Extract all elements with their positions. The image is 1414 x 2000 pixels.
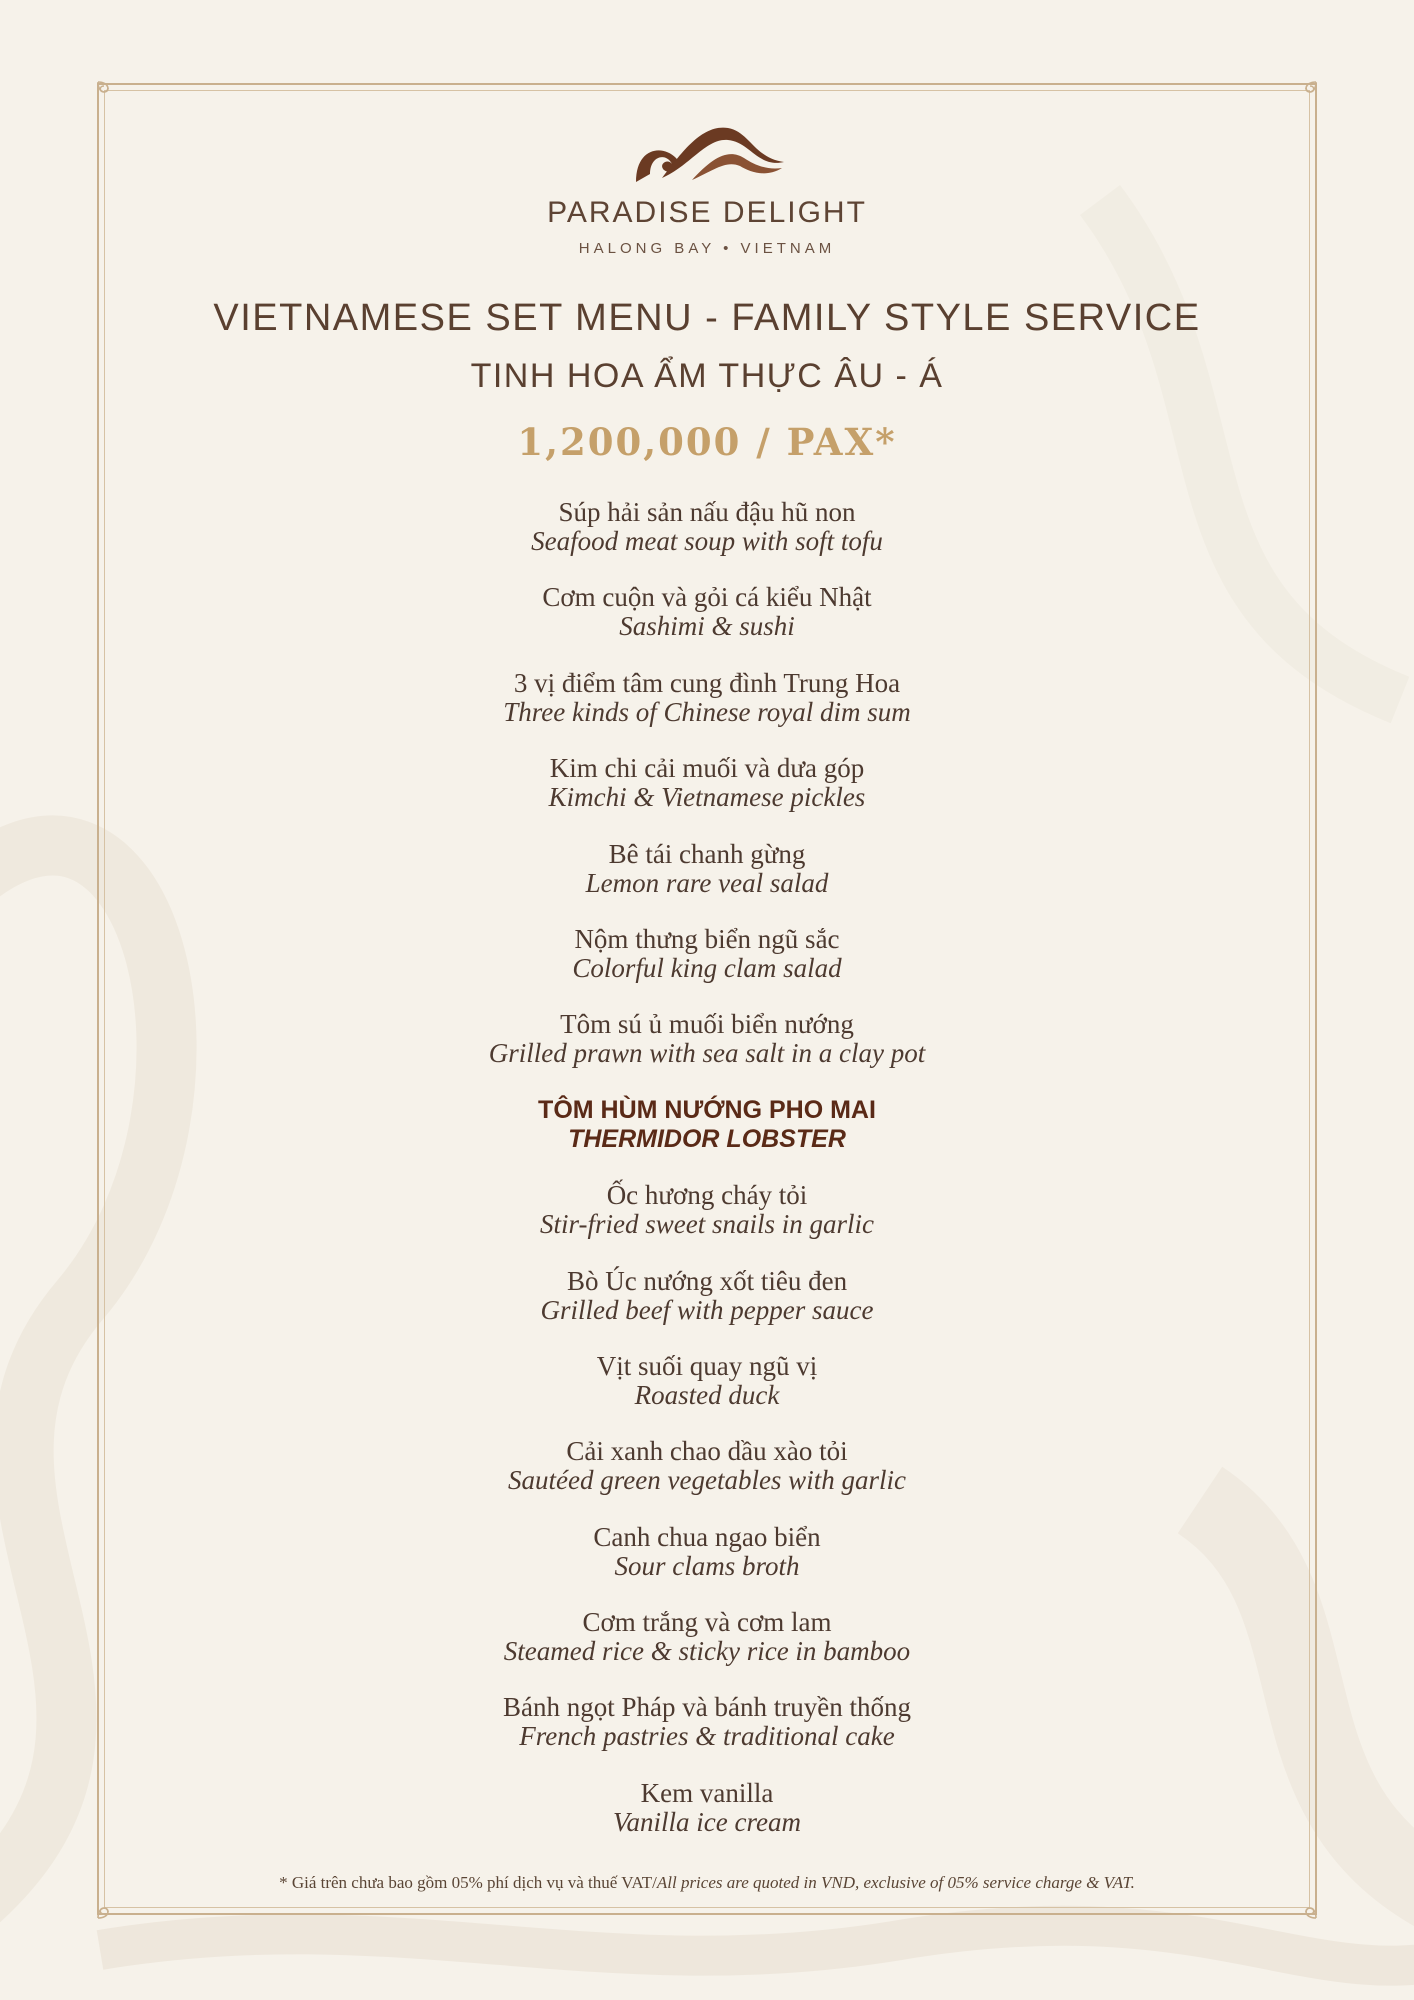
dish-name-vn: Bò Úc nướng xốt tiêu đen (566, 1265, 848, 1296)
dish-name-en: Stir-fried sweet snails in garlic (540, 1209, 874, 1240)
footnote-vn: * Giá trên chưa bao gồm 05% phí dịch vụ và thuế VAT/ (279, 1873, 657, 1892)
menu-item (0, 1010, 1414, 1095)
dish-name-en: Kimchi & Vietnamese pickles (548, 782, 866, 813)
menu-item (0, 1352, 1414, 1437)
corner-ornament-icon (1284, 80, 1318, 114)
dish-name-vn: Súp hải sản nấu đậu hũ non (558, 497, 856, 527)
menu-list (0, 498, 1414, 1864)
dish-name-en: Sashimi & sushi (619, 611, 795, 642)
dish-name-en: Vanilla ice cream (613, 1806, 801, 1837)
brand-tagline: HALONG BAY • VIETNAM (578, 240, 836, 257)
dish-name-vn: Nộm thưng biển ngũ sắc (574, 923, 840, 954)
menu-title: VIETNAMESE SET MENU - FAMILY STYLE SERVICE (213, 297, 1201, 339)
menu-item (0, 1437, 1414, 1522)
menu-item (0, 583, 1414, 668)
menu-item (0, 840, 1414, 925)
dish-name-en: Lemon rare veal salad (585, 867, 829, 898)
menu-item (0, 669, 1414, 754)
dish-name-en: Roasted duck (634, 1379, 780, 1410)
dish-name-vn: TÔM HÙM NƯỚNG PHO MAI (538, 1095, 876, 1124)
dish-name-vn: Kem vanilla (640, 1777, 774, 1808)
dish-name-en: Steamed rice & sticky rice in bamboo (503, 1636, 911, 1667)
dish-name-en: Sour clams broth (614, 1550, 800, 1581)
dish-name-en: French pastries & traditional cake (519, 1721, 895, 1752)
menu-item (0, 1181, 1414, 1266)
wave-logo-icon (632, 118, 788, 190)
dish-name-vn: Bánh ngọt Pháp và bánh truyền thống (503, 1692, 911, 1723)
menu-subtitle: TINH HOA ẨM THỰC ÂU - Á (470, 357, 944, 395)
dish-name-en: Grilled prawn with sea salt in a clay pot (488, 1038, 926, 1069)
dish-name-vn: 3 vị điểm tâm cung đình Trung Hoa (513, 667, 901, 698)
menu-item (0, 754, 1414, 839)
corner-ornament-icon (96, 80, 130, 114)
dish-name-vn: Tôm sú ủ muối biển nướng (560, 1009, 854, 1040)
dish-name-vn: Cải xanh chao dầu xào tỏi (566, 1436, 848, 1467)
menu-price: 1,200,000 / PAX* (517, 420, 897, 464)
menu-item (0, 1267, 1414, 1352)
menu-item (0, 1608, 1414, 1693)
dish-name-en: Three kinds of Chinese royal dim sum (503, 696, 911, 727)
dish-name-en: Colorful king clam salad (572, 952, 842, 983)
footnote-en: All prices are quoted in VND, exclusive of 05% service charge & VAT. (656, 1873, 1135, 1892)
menu-item (0, 1523, 1414, 1608)
dish-name-vn: Canh chua ngao biển (593, 1521, 821, 1552)
menu-item-featured (0, 1096, 1414, 1181)
menu-item (0, 1779, 1414, 1864)
dish-name-en: Seafood meat soup with soft tofu (531, 526, 883, 556)
dish-name-vn: Vịt suối quay ngũ vị (596, 1350, 818, 1381)
brand-name: PARADISE DELIGHT (547, 196, 867, 229)
menu-item (0, 1693, 1414, 1778)
dish-name-vn: Cơm trắng và cơm lam (582, 1607, 832, 1638)
dish-name-vn: Kim chi cải muối và dưa góp (549, 753, 865, 784)
dish-name-en: Sautéed green vegetables with garlic (508, 1465, 906, 1496)
price-footnote (0, 1873, 1414, 1893)
dish-name-en: THERMIDOR LOBSTER (568, 1124, 846, 1153)
dish-name-vn: Cơm cuộn và gỏi cá kiểu Nhật (542, 582, 872, 613)
menu-item (0, 498, 1414, 583)
menu-item (0, 925, 1414, 1010)
dish-name-vn: Ốc hương cháy tỏi (606, 1180, 808, 1211)
dish-name-vn: Bê tái chanh gừng (608, 838, 806, 869)
dish-name-en: Grilled beef with pepper sauce (540, 1294, 874, 1325)
